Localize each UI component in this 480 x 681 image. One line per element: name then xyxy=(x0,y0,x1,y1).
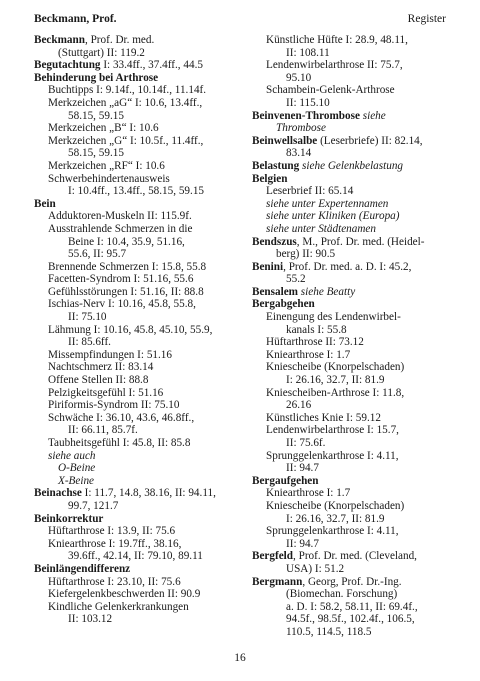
entry-text: Ischias-Nerv I: 10.16, 45.8, 55.8, xyxy=(48,298,196,311)
entry-text: (Stuttgart) II: 119.2 xyxy=(58,46,145,59)
entry-term: Beckmann xyxy=(34,34,85,46)
entry-text: Einengung des Lendenwirbel- xyxy=(266,311,401,324)
entry-text: , M., Prof. Dr. med. (Heidel- xyxy=(296,235,425,248)
index-subentry xyxy=(252,84,452,97)
index-continuation xyxy=(34,110,234,123)
cross-reference: siehe unter Städtenamen xyxy=(266,222,376,235)
entry-text: , Georg, Prof. Dr.-Ing. xyxy=(302,575,402,588)
entry-text: II: 66.11, 85.7f. xyxy=(68,424,138,437)
entry-text: Kindliche Gelenkerkrankungen xyxy=(48,600,189,613)
cross-reference: siehe unter Kliniken (Europa) xyxy=(266,210,400,223)
entry-text: Nachtschmerz II: 83.14 xyxy=(48,361,154,374)
index-continuation xyxy=(34,236,234,249)
index-continuation xyxy=(252,399,452,412)
index-continuation xyxy=(252,374,452,387)
index-subentry xyxy=(34,298,234,311)
entry-text: Adduktoren-Muskeln II: 115.9f. xyxy=(48,210,192,223)
entry-text: Hüftarthrose I: 23.10, II: 75.6 xyxy=(48,575,181,588)
entry-text: Beine I: 10.4, 35.9, 51.16, xyxy=(68,235,185,248)
entry-text: Buchtipps I: 9.14f., 10.14f., 11.14f. xyxy=(48,84,207,97)
index-subentry xyxy=(34,538,234,551)
entry-term: Bensalem xyxy=(252,285,298,298)
entry-text: II: 108.11 xyxy=(286,46,330,59)
entry-text: I: 11.7, 14.8, 38.16, II: 94.11, xyxy=(81,487,216,500)
index-subentry xyxy=(252,198,452,211)
index-subentry xyxy=(34,210,234,223)
index-continuation xyxy=(252,47,452,60)
index-entry xyxy=(34,59,234,72)
index-continuation xyxy=(252,513,452,526)
index-subentry xyxy=(34,437,234,450)
entry-text: Taubheitsgefühl I: 45.8, II: 85.8 xyxy=(48,437,191,449)
cross-reference: X-Beine xyxy=(58,474,95,487)
index-subentry xyxy=(34,160,234,173)
entry-text: Gefühlsstörungen I: 51.16, II: 88.8 xyxy=(48,285,204,298)
entry-term: Benini xyxy=(252,260,284,273)
entry-text: Lähmung I: 10.16, 45.8, 45.10, 55.9, xyxy=(48,323,213,336)
index-subentry xyxy=(252,349,452,362)
index-subentry xyxy=(34,324,234,337)
entry-text: Merkzeichen „G“ I: 10.5f., 11.4ff., xyxy=(48,134,204,147)
index-entry xyxy=(252,261,452,274)
entry-text: Kniescheibe (Knorpelschaden) xyxy=(266,499,405,512)
index-subentry xyxy=(252,450,452,463)
entry-text: Brennende Schmerzen I: 15.8, 55.8 xyxy=(48,260,207,273)
index-continuation xyxy=(252,273,452,286)
index-continuation xyxy=(34,500,234,513)
index-entry xyxy=(252,286,452,299)
index-entry xyxy=(34,72,234,85)
entry-text: I: 26.16, 32.7, II: 81.9 xyxy=(286,374,385,387)
entry-text: 58.15, 59.15 xyxy=(68,109,124,122)
index-continuation xyxy=(252,324,452,337)
index-subentry xyxy=(34,273,234,286)
index-continuation xyxy=(252,437,452,450)
index-subentry xyxy=(34,286,234,299)
entry-text: Kniearthrose I: 1.7 xyxy=(266,348,351,361)
cross-reference: siehe xyxy=(362,109,386,122)
index-subentry xyxy=(34,601,234,614)
index-subentry xyxy=(252,387,452,400)
entry-text: I: 26.16, 32.7, II: 81.9 xyxy=(286,512,385,525)
index-column-left xyxy=(34,34,234,626)
entry-text: Ausstrahlende Schmerzen in die xyxy=(48,222,193,235)
index-subentry xyxy=(252,223,452,236)
entry-term: Begutachtung xyxy=(34,59,101,72)
index-column-right xyxy=(252,34,452,639)
entry-text: Künstliches Knie I: 59.12 xyxy=(266,411,381,424)
entry-text: 55.6, II: 95.7 xyxy=(68,248,127,261)
index-continuation xyxy=(34,424,234,437)
entry-term: Beinwellsalbe xyxy=(252,134,318,147)
entry-text: Kniescheiben-Arthrose I: 11.8, xyxy=(266,386,405,399)
entry-text: Pelzigkeitsgefühl I: 51.16 xyxy=(48,386,164,399)
index-subentry xyxy=(34,374,234,387)
entry-text: berg) II: 90.5 xyxy=(276,248,336,261)
entry-text: Kniescheibe (Knorpelschaden) xyxy=(266,361,405,374)
index-entry xyxy=(34,487,234,500)
entry-text: , Prof. Dr. med. xyxy=(84,34,155,46)
entry-text: Merkzeichen „aG“ I: 10.6, 13.4ff., xyxy=(48,96,203,109)
index-subentry xyxy=(252,311,452,324)
index-continuation xyxy=(252,626,452,639)
entry-text: 95.10 xyxy=(286,71,312,84)
index-subentry xyxy=(252,487,452,500)
entry-text: Missempfindungen I: 51.16 xyxy=(48,348,172,361)
entry-text: Kniearthrose I: 1.7 xyxy=(266,487,351,500)
entry-text: Künstliche Hüfte I: 28.9, 48.11, xyxy=(266,34,408,46)
index-entry xyxy=(252,173,452,186)
entry-text: 55.2 xyxy=(286,273,306,286)
index-continuation xyxy=(252,462,452,475)
index-entry xyxy=(252,110,452,123)
index-continuation xyxy=(34,47,234,60)
entry-text: a. D. I: 58.2, 58.11, II: 69.4f., xyxy=(286,600,418,613)
entry-text: (Leserbriefe) II: 82.14, xyxy=(317,134,423,147)
cross-reference: siehe unter Expertennamen xyxy=(266,197,389,210)
entry-term: Belgien xyxy=(252,172,288,185)
index-subentry xyxy=(34,97,234,110)
entry-text: II: 75.6f. xyxy=(286,437,326,449)
entry-text: 26.16 xyxy=(286,399,312,412)
index-entry xyxy=(34,513,234,526)
entry-text: Leserbrief II: 65.14 xyxy=(266,185,354,198)
index-subentry xyxy=(252,424,452,437)
index-entry xyxy=(252,236,452,249)
index-subentry xyxy=(34,576,234,589)
index-subentry xyxy=(34,525,234,538)
entry-text: Hüftarthrose I: 13.9, II: 75.6 xyxy=(48,525,176,538)
index-entry xyxy=(252,135,452,148)
entry-text: Schwerbehindertenausweis xyxy=(48,172,170,185)
entry-term: Beinlängendifferenz xyxy=(34,562,131,575)
entry-text: 39.6ff., 42.14, II: 79.10, 89.11 xyxy=(68,550,203,563)
entry-text: 83.14 xyxy=(286,147,312,160)
entry-text: II: 103.12 xyxy=(68,613,113,626)
entry-text: I: 10.4ff., 13.4ff., 58.15, 59.15 xyxy=(68,185,205,198)
entry-term: Bergaufgehen xyxy=(252,474,319,487)
index-subentry xyxy=(34,261,234,274)
index-continuation xyxy=(34,336,234,349)
index-subentry xyxy=(252,500,452,513)
entry-term: Beinachse xyxy=(34,487,82,500)
index-continuation xyxy=(34,462,234,475)
index-entry xyxy=(252,298,452,311)
entry-text: Schwäche I: 36.10, 43.6, 46.8ff., xyxy=(48,411,195,424)
index-subentry xyxy=(252,34,452,47)
entry-term: Bergfeld xyxy=(252,550,294,563)
entry-term: Bergabgehen xyxy=(252,298,315,311)
header-entry-name: Beckmann, Prof. xyxy=(34,13,117,25)
cross-reference: Thrombose xyxy=(276,122,326,135)
entry-text: Sprunggelenkarthrose I: 4.11, xyxy=(266,525,399,538)
entry-term: Bendszus xyxy=(252,235,297,248)
index-subentry xyxy=(34,361,234,374)
entry-text: USA) I: 51.2 xyxy=(286,562,345,575)
cross-reference: siehe Gelenkbelastung xyxy=(302,159,404,172)
index-continuation xyxy=(252,147,452,160)
index-subentry xyxy=(34,588,234,601)
index-continuation xyxy=(252,588,452,601)
entry-term: Bergmann xyxy=(252,575,303,588)
entry-text: 58.15, 59.15 xyxy=(68,147,124,160)
index-entry xyxy=(252,576,452,589)
index-continuation xyxy=(252,601,452,614)
entry-text: Offene Stellen II: 88.8 xyxy=(48,374,149,387)
index-subentry xyxy=(34,412,234,425)
entry-term: Beinkorrektur xyxy=(34,512,104,525)
index-continuation xyxy=(252,538,452,551)
entry-text: kanals I: 55.8 xyxy=(286,323,347,336)
cross-reference: siehe auch xyxy=(48,449,96,462)
index-subentry xyxy=(34,173,234,186)
entry-text: 110.5, 114.5, 118.5 xyxy=(286,625,372,638)
cross-reference: O-Beine xyxy=(58,462,96,475)
entry-text: Kniearthrose I: 19.7ff., 38.16, xyxy=(48,537,182,550)
index-continuation xyxy=(34,311,234,324)
index-subentry xyxy=(252,361,452,374)
entry-text: 99.7, 121.7 xyxy=(68,499,119,512)
index-continuation xyxy=(252,122,452,135)
index-subentry xyxy=(34,349,234,362)
index-subentry xyxy=(34,387,234,400)
index-entry xyxy=(34,34,234,47)
index-continuation xyxy=(34,475,234,488)
index-continuation xyxy=(34,185,234,198)
index-entry xyxy=(252,475,452,488)
entry-text: Piriformis-Syndrom II: 75.10 xyxy=(48,399,180,412)
index-subentry xyxy=(34,122,234,135)
entry-term: Behinderung bei Arthrose xyxy=(34,71,159,84)
entry-text: Merkzeichen „B“ I: 10.6 xyxy=(48,122,159,135)
index-continuation xyxy=(34,550,234,563)
index-continuation xyxy=(252,613,452,626)
index-continuation xyxy=(252,248,452,261)
index-entry xyxy=(252,550,452,563)
index-continuation xyxy=(252,563,452,576)
index-subentry xyxy=(34,450,234,463)
index-subentry xyxy=(34,84,234,97)
entry-term: Bein xyxy=(34,197,56,210)
entry-text: Facetten-Syndrom I: 51.16, 55.6 xyxy=(48,273,194,286)
entry-text: , Prof. Dr. med. (Cleveland, xyxy=(293,550,417,563)
entry-text: Lendenwirbelarthrose II: 75.7, xyxy=(266,59,403,72)
cross-reference: siehe Beatty xyxy=(300,285,356,298)
entry-text: Hüftarthrose II: 73.12 xyxy=(266,336,364,349)
entry-text: Sprunggelenkarthrose I: 4.11, xyxy=(266,449,399,462)
entry-text: Lendenwirbelarthrose I: 15.7, xyxy=(266,424,399,437)
entry-text: Merkzeichen „RF“ I: 10.6 xyxy=(48,159,165,172)
index-subentry xyxy=(252,185,452,198)
index-continuation xyxy=(34,613,234,626)
entry-text: (Biomechan. Forschung) xyxy=(286,588,398,601)
page-number: 16 xyxy=(234,652,246,664)
entry-text: 94.5f., 98.5f., 102.4f., 106.5, xyxy=(286,613,415,626)
entry-text: II: 115.10 xyxy=(286,96,330,109)
index-continuation xyxy=(34,147,234,160)
index-subentry xyxy=(252,210,452,223)
index-entry xyxy=(34,563,234,576)
entry-text: I: 33.4ff., 37.4ff., 44.5 xyxy=(100,59,203,72)
entry-term: Beinvenen-Thrombose xyxy=(252,109,360,122)
entry-text: Schambein-Gelenk-Arthrose xyxy=(266,84,395,97)
index-subentry xyxy=(252,412,452,425)
index-subentry xyxy=(34,223,234,236)
entry-text: II: 85.6ff. xyxy=(68,336,111,349)
index-subentry xyxy=(34,135,234,148)
entry-text: , Prof. Dr. med. a. D. I: 45.2, xyxy=(283,260,412,273)
entry-term: Belastung xyxy=(252,159,300,172)
entry-text: II: 94.7 xyxy=(286,462,319,475)
index-subentry xyxy=(252,59,452,72)
index-continuation xyxy=(252,72,452,85)
running-header xyxy=(34,13,446,31)
header-section-title: Register xyxy=(407,13,446,25)
entry-text: II: 75.10 xyxy=(68,311,107,324)
index-subentry xyxy=(252,525,452,538)
index-subentry xyxy=(34,399,234,412)
index-continuation xyxy=(252,97,452,110)
index-subentry xyxy=(252,336,452,349)
index-continuation xyxy=(34,248,234,261)
entry-text: II: 94.7 xyxy=(286,537,319,550)
index-entry xyxy=(252,160,452,173)
entry-text: Kiefergelenkbeschwerden II: 90.9 xyxy=(48,588,201,601)
index-entry xyxy=(34,198,234,211)
